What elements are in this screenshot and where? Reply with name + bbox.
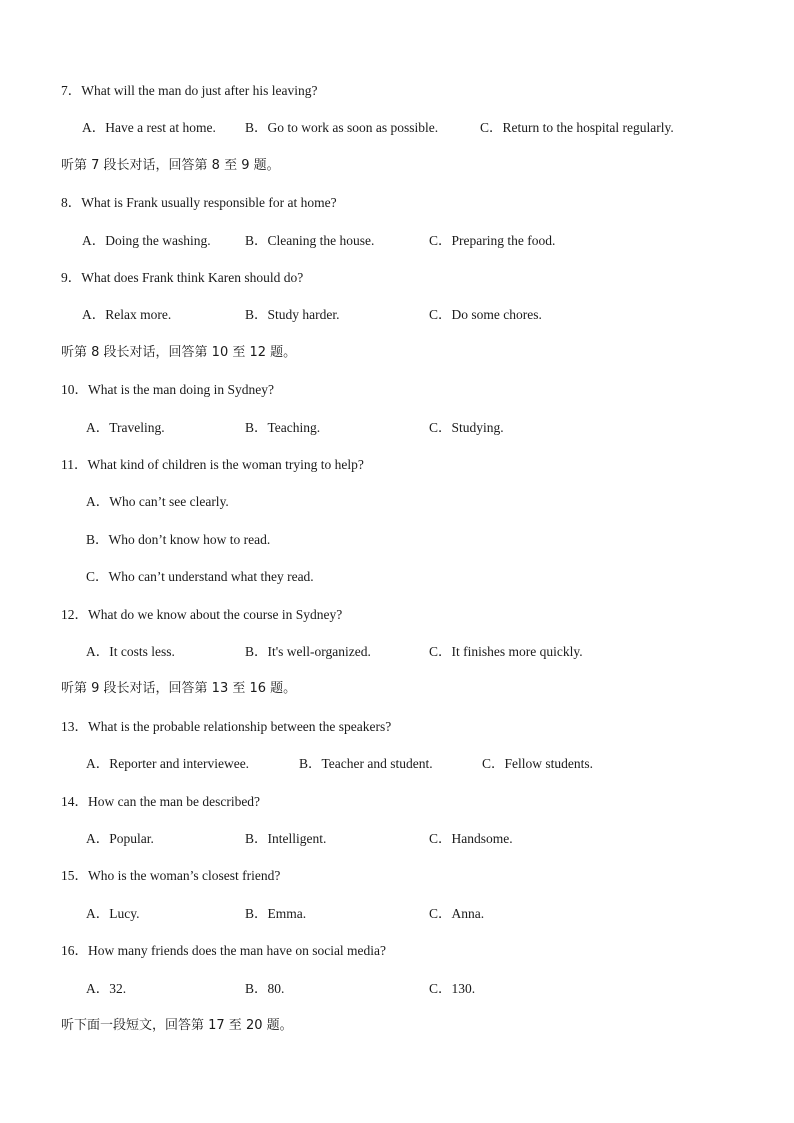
answer-option: A．Reporter and interviewee. — [86, 756, 250, 771]
answer-option: B．80. — [245, 981, 285, 996]
answer-option: B．Emma. — [245, 906, 307, 921]
answer-option: A．It costs less. — [86, 644, 175, 659]
answer-options-row — [0, 643, 794, 661]
answer-options-row — [0, 531, 794, 549]
answer-option: C．Handsome. — [429, 831, 513, 846]
answer-option: A．Relax more. — [82, 307, 172, 322]
answer-option: B．Study harder. — [245, 307, 340, 322]
answer-option: A．Who can’t see clearly. — [86, 494, 229, 509]
answer-options-row — [0, 905, 794, 923]
answer-options-row — [0, 306, 794, 324]
question-text: 16．How many friends does the man have on social media? — [61, 943, 387, 958]
answer-option: A．32. — [86, 981, 127, 996]
section-instruction: 听第 9 段长对话，回答第 13 至 16 题。 — [61, 681, 297, 696]
answer-option: B．Who don’t know how to read. — [86, 532, 271, 547]
answer-option: B．Teaching. — [245, 420, 321, 435]
section-instruction: 听第 7 段长对话，回答第 8 至 9 题。 — [61, 158, 280, 173]
answer-options-row — [0, 830, 794, 848]
section-instruction: 听第 8 段长对话，回答第 10 至 12 题。 — [61, 345, 297, 360]
answer-options-row — [0, 980, 794, 998]
answer-option: A．Have a rest at home. — [82, 120, 216, 135]
answer-options-row — [0, 755, 794, 773]
answer-option: C．Studying. — [429, 420, 504, 435]
question-text: 11．What kind of children is the woman trying to help? — [61, 457, 364, 472]
question-text: 12．What do we know about the course in Sydney? — [61, 607, 343, 622]
answer-option: C．Anna. — [429, 906, 485, 921]
answer-option: C．It finishes more quickly. — [429, 644, 583, 659]
question-text: 13．What is the probable relationship between the speakers? — [61, 719, 392, 734]
answer-option: B．Teacher and student. — [299, 756, 433, 771]
answer-option: B．It's well-organized. — [245, 644, 371, 659]
answer-option: C．Preparing the food. — [429, 233, 556, 248]
answer-option: B．Intelligent. — [245, 831, 327, 846]
answer-option: C．Do some chores. — [429, 307, 542, 322]
question-text: 7．What will the man do just after his leaving? — [61, 83, 318, 98]
answer-option: C．Who can’t understand what they read. — [86, 569, 314, 584]
answer-options-row — [0, 119, 794, 137]
question-text: 15．Who is the woman’s closest friend? — [61, 868, 281, 883]
answer-option: C．130. — [429, 981, 476, 996]
answer-option: A．Popular. — [86, 831, 154, 846]
answer-options-row — [0, 568, 794, 586]
answer-option: A．Traveling. — [86, 420, 165, 435]
question-text: 14．How can the man be described? — [61, 794, 261, 809]
question-text: 9．What does Frank think Karen should do? — [61, 270, 304, 285]
answer-option: A．Lucy. — [86, 906, 140, 921]
answer-option: B．Cleaning the house. — [245, 233, 375, 248]
question-text: 8．What is Frank usually responsible for at home? — [61, 195, 337, 210]
answer-options-row — [0, 232, 794, 250]
answer-option: C．Return to the hospital regularly. — [480, 120, 674, 135]
question-text: 10．What is the man doing in Sydney? — [61, 382, 274, 397]
answer-option: A．Doing the washing. — [82, 233, 211, 248]
answer-options-row — [0, 419, 794, 437]
answer-options-row — [0, 493, 794, 511]
answer-option: B．Go to work as soon as possible. — [245, 120, 439, 135]
section-instruction: 听下面一段短文，回答第 17 至 20 题。 — [61, 1018, 293, 1033]
answer-option: C．Fellow students. — [482, 756, 594, 771]
